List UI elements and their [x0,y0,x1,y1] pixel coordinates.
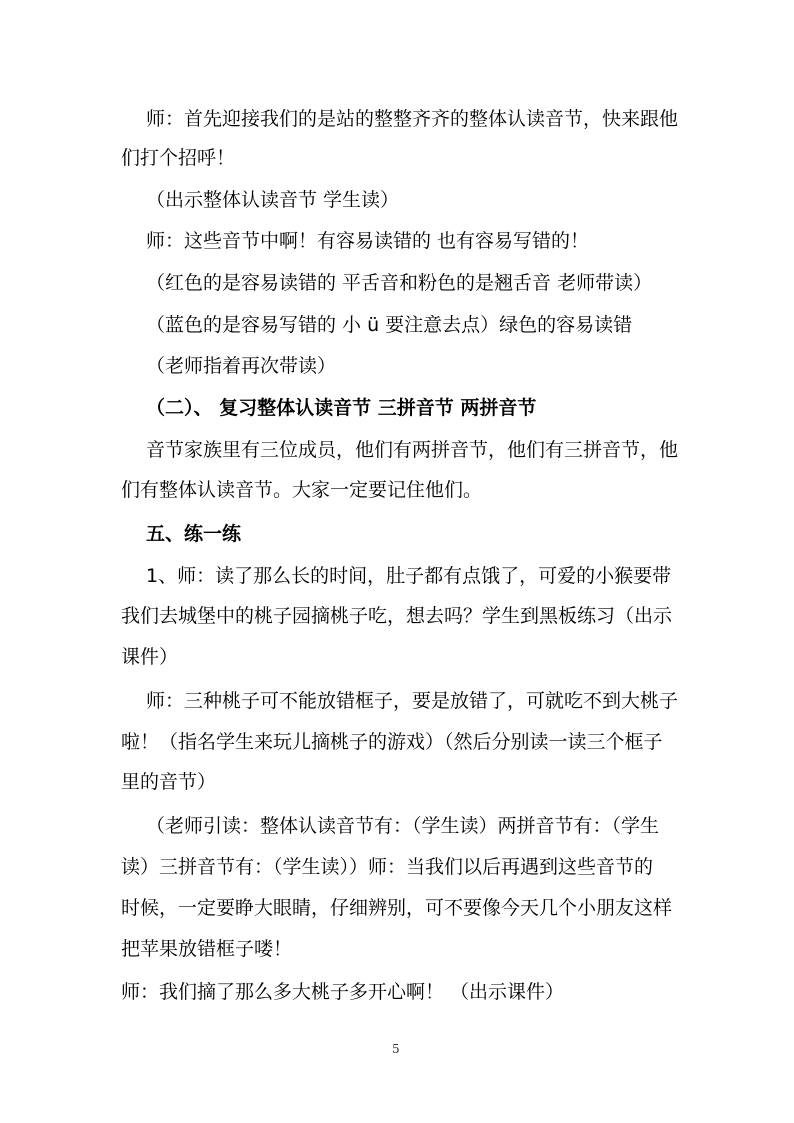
paragraph-line: 师：三种桃子可不能放错框子，要是放错了，可就吃不到大桃子 [146,690,679,712]
paragraph-line: 读）三拼音节有：（学生读））师：当我们以后再遇到这些音节的 [121,856,654,878]
paragraph-line: （红色的是容易读错的 平舌音和粉色的是翘舌音 老师带读） [146,272,653,294]
paragraph-line: 把苹果放错框子喽！ [121,938,293,960]
paragraph-line: 们打个招呼！ [121,147,236,169]
page-number: 5 [392,1042,400,1056]
paragraph-line: 我们去城堡中的桃子园摘桃子吃，想去吗？学生到黑板练习（出示 [121,605,673,627]
paragraph-line: 时候，一定要睁大眼睛，仔细辨别，可不要像今天几个小朋友这样 [121,897,673,919]
paragraph-line: 师：这些音节中啊！有容易读错的 也有容易写错的！ [146,230,590,252]
paragraph-line: （蓝色的是容易写错的 小 ü 要注意去点）绿色的容易读错 [146,314,633,336]
paragraph-line: 们有整体认读音节。大家一定要记住他们。 [121,479,483,501]
paragraph-line: 课件） [121,646,179,668]
section-heading: （二）、 复习整体认读音节 三拼音节 两拼音节 [146,397,537,419]
paragraph-line: 1、师：读了那么长的时间，肚子都有点饿了，可爱的小猴要带 [146,565,672,587]
paragraph-line: （老师指着再次带读） [146,355,337,377]
paragraph-line: （老师引读：整体认读音节有：（学生读）两拼音节有：（学生 [146,815,660,837]
paragraph-line: 音节家族里有三位成员，他们有两拼音节，他们有三拼音节，他 [146,439,679,461]
section-heading: 五、练一练 [146,523,242,545]
paragraph-line: 师：首先迎接我们的是站的整整齐齐的整体认读音节，快来跟他 [146,108,679,130]
paragraph-line: 师：我们摘了那么多大桃子多开心啊！ （出示课件） [121,981,565,1003]
paragraph-line: （出示整体认读音节 学生读） [146,189,400,211]
paragraph-line: 啦！（指名学生来玩儿摘桃子的游戏）（然后分别读一读三个框子 [121,731,663,753]
paragraph-line: 里的音节） [121,771,217,793]
